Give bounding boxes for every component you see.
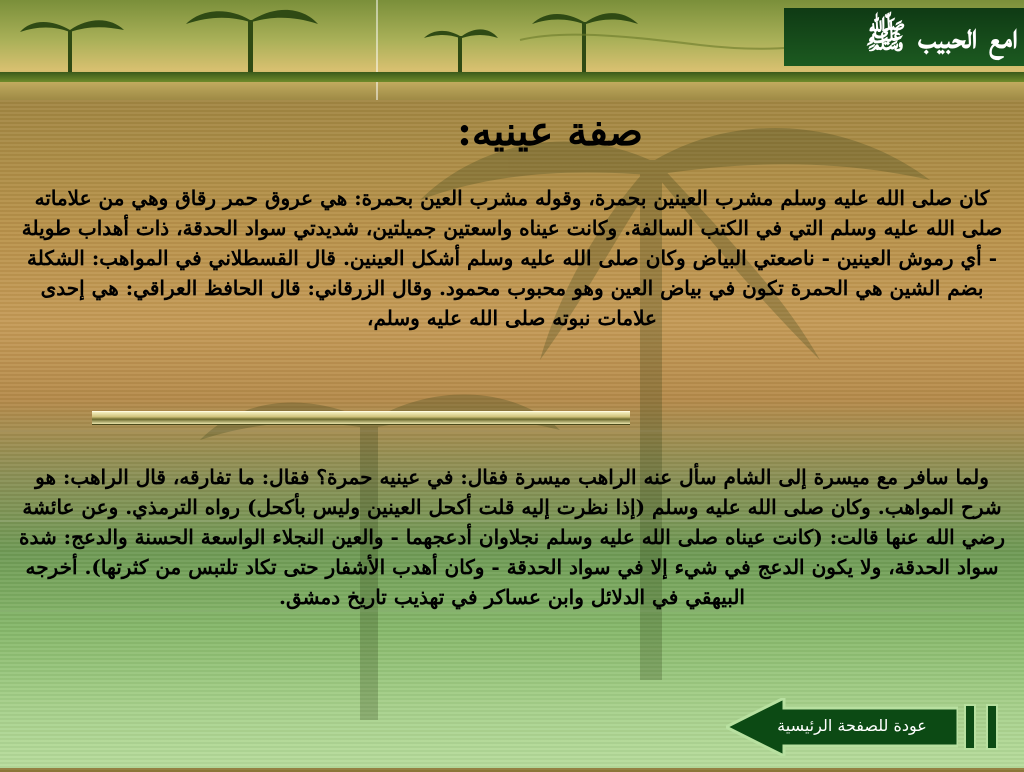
banner-stripe [0,72,1024,82]
paragraph-1: كان صلى الله عليه وسلم مشرب العينين بحمرة، وقوله مشرب العين بحمرة: هي عروق حمر رقاق وهي من علاماته صلى الله عليه وسلم التي في الكتب السالفة. وكانت عيناه واسعتين جميلتين، شديدتي سواد الحدقة، ذات أهداب طويلة - أي رموش العينين - ناصعتي البياض وكان صلى الله عليه وسلم أشكل العينين. قال القسطلاني في المواهب: الشكلة بضم الشين هي الحمرة تكون في بياض العين وهو محبوب محمود. وقال الزرقاني: قال الحافظ العراقي: هي إحدى علامات نبوته صلى الله عليه وسلم، [21,186,1003,330]
pause-button[interactable] [964,704,1000,750]
header-banner [0,0,1024,100]
divider [92,411,630,425]
pause-icon [964,704,976,750]
home-button[interactable] [726,698,958,756]
page-title: صفة عينيه: [457,108,643,155]
home-button-label: عودة للصفحة الرئيسية [777,716,927,735]
banner-title: امع الحبيب ﷺ [784,8,1024,66]
pause-icon [986,704,998,750]
paragraph-2: ولما سافر مع ميسرة إلى الشام سأل عنه الراهب ميسرة فقال: في عينيه حمرة؟ فقال: ما تفارقه، قال الراهب: هو شرح المواهب. وكان صلى الله عليه وسلم (إذا نظرت إليه قلت أكحل العينين وليس بأكحل) رواه الترمذي. وعن عائشة رضي الله عنها قالت: (كانت عيناه صلى الله عليه وسلم نجلاوان أدعجهما - والعين النجلاء الواسعة الحسنة والدعج: شدة سواد الحدقة، ولا يكون الدعج في شيء إلا في سواد الحدقة - وكان أهدب الأشفار حتى تكاد تلتبس من كثرتها). أخرجه البيهقي في الدلائل وابن عساكر في تهذيب تاريخ دمشق. [18,465,1005,609]
